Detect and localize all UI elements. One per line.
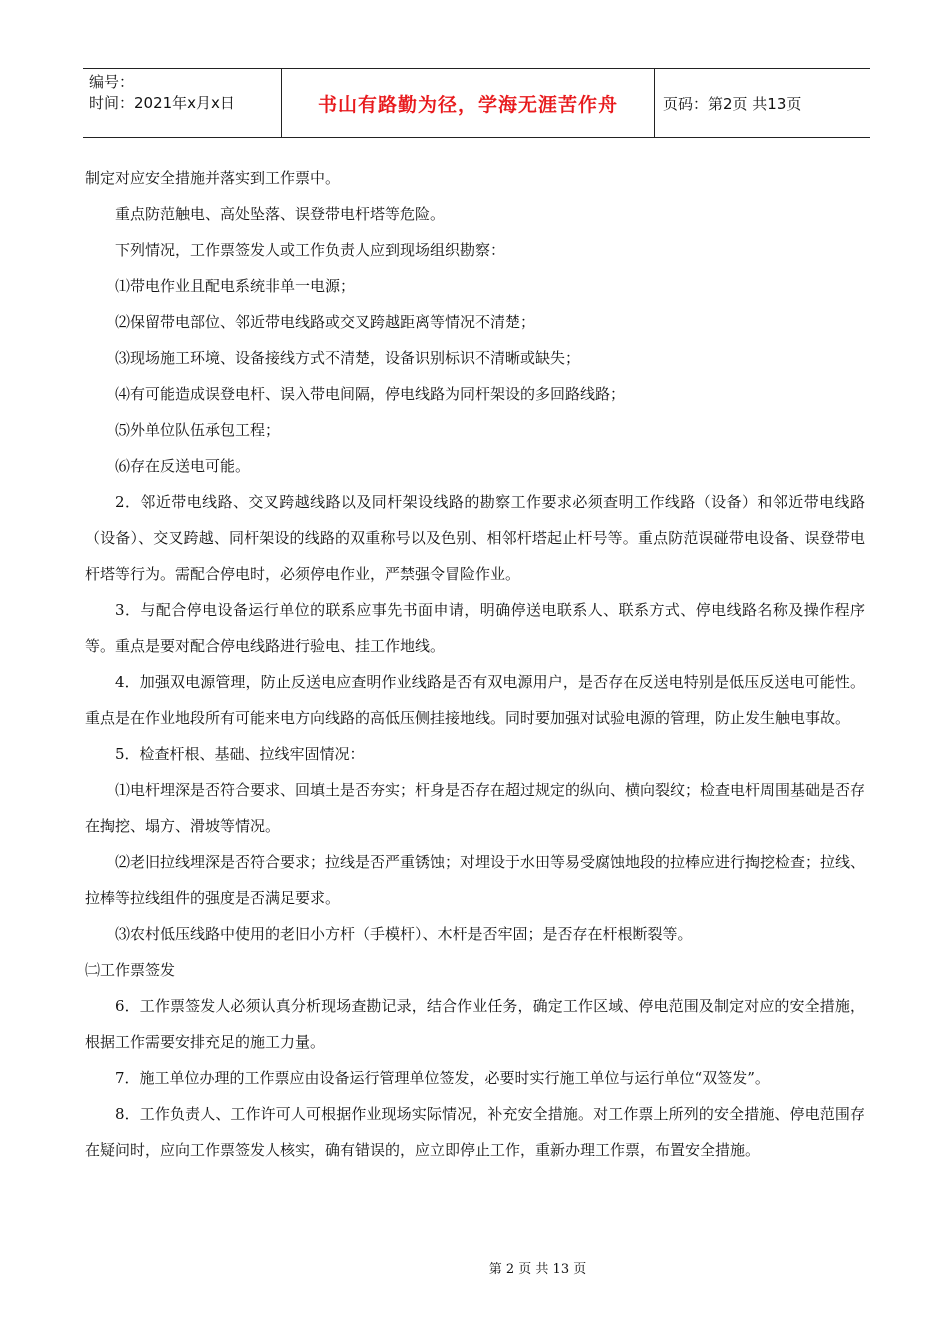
list-item: ⑸外单位队伍承包工程； <box>115 421 281 439</box>
paragraph: 5．检查杆根、基础、拉线牢固情况： <box>115 745 365 763</box>
list-item: ⑵老旧拉线埋深是否符合要求；拉线是否严重锈蚀；对埋设于水田等易受腐蚀地段的拉棒应进行掏挖检查；拉线、拉棒等拉线组件的强度是否满足要求。 <box>85 853 866 907</box>
paragraph: 3．与配合停电设备运行单位的联系应事先书面申请，明确停送电联系人、联系方式、停电线路名称及操作程序等。重点是要对配合停电线路进行验电、挂工作地线。 <box>85 601 865 655</box>
serial-label: 编号： <box>89 73 135 91</box>
page-footer <box>0 1258 950 1277</box>
section-heading: ㈡工作票签发 <box>85 961 176 979</box>
list-item: ⑴带电作业且配电系统非单一电源； <box>115 277 356 295</box>
date-text: 时间：2021年x月x日 <box>89 94 235 112</box>
paragraph: 下列情况，工作票签发人或工作负责人应到现场组织勘察： <box>115 241 506 259</box>
header-page-number: 页码：第2页 共13页 <box>663 94 802 113</box>
footer-page-number: 第 2 页 共 13 页 <box>488 1262 587 1277</box>
header-motto: 书山有路勤为径，学海无涯苦作舟 <box>281 69 655 137</box>
document-body <box>85 160 865 1168</box>
paragraph: 8．工作负责人、工作许可人可根据作业现场实际情况，补充安全措施。对工作票上所列的安全措施、停电范围存在疑问时，应向工作票签发人核实，确有错误的，应立即停止工作，重新办理工作票，布置安全措施。 <box>85 1105 865 1159</box>
paragraph: 重点防范触电、高处坠落、误登带电杆塔等危险。 <box>115 205 446 223</box>
page-header <box>83 68 870 138</box>
paragraph: 4．加强双电源管理，防止反送电应查明作业线路是否有双电源用户，是否存在反送电特别是低压反送电可能性。重点是在作业地段所有可能来电方向线路的高低压侧挂接地线。同时要加强对试验电源的管理，防止发生触电事故。 <box>85 673 865 727</box>
paragraph: 6．工作票签发人必须认真分析现场查勘记录，结合作业任务，确定工作区域、停电范围及制定对应的安全措施，根据工作需要安排充足的施工力量。 <box>85 997 865 1051</box>
paragraph: 7．施工单位办理的工作票应由设备运行管理单位签发，必要时实行施工单位与运行单位“双签发”。 <box>115 1069 770 1087</box>
list-item: ⑶现场施工环境、设备接线方式不清楚，设备识别标识不清晰或缺失； <box>115 349 581 367</box>
header-left-cell <box>83 69 281 137</box>
list-item: ⑶农村低压线路中使用的老旧小方杆（手模杆）、木杆是否牢固；是否存在杆根断裂等。 <box>115 925 693 943</box>
list-item: ⑹存在反送电可能。 <box>115 457 251 475</box>
list-item: ⑷有可能造成误登电杆、误入带电间隔，停电线路为同杆架设的多回路线路； <box>115 385 626 403</box>
list-item: ⑵保留带电部位、邻近带电线路或交叉跨越距离等情况不清楚； <box>115 313 536 331</box>
list-item: ⑴电杆埋深是否符合要求、回填土是否夯实；杆身是否存在超过规定的纵向、横向裂纹；检查电杆周围基础是否存在掏挖、塌方、滑坡等情况。 <box>85 781 866 835</box>
paragraph: 制定对应安全措施并落实到工作票中。 <box>85 169 341 187</box>
paragraph: 2．邻近带电线路、交叉跨越线路以及同杆架设线路的勘察工作要求必须查明工作线路（设备）和邻近带电线路（设备）、交叉跨越、同杆架设的线路的双重称号以及色别、相邻杆塔起止杆号等。重点防范误碰带电设备、误登带电杆塔等行为。需配合停电时，必须停电作业，严禁强令冒险作业。 <box>85 493 865 583</box>
